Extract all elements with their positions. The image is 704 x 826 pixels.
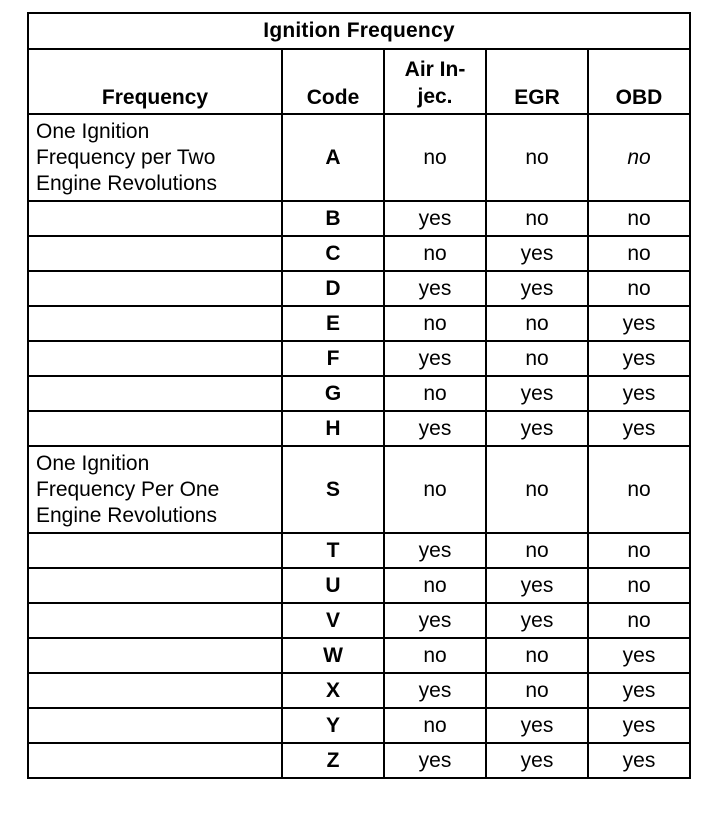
row-egr-cell: no xyxy=(486,638,588,673)
row-frequency-cell xyxy=(28,568,282,603)
row-egr-cell: yes xyxy=(486,376,588,411)
row-air-injection-cell: no xyxy=(384,306,486,341)
row-air-injection-cell: no xyxy=(384,236,486,271)
row-obd-cell: no xyxy=(588,533,690,568)
row-code-cell: D xyxy=(282,271,384,306)
row-frequency-cell xyxy=(28,603,282,638)
row-code-cell: B xyxy=(282,201,384,236)
table-row xyxy=(28,568,690,603)
row-egr-cell: yes xyxy=(486,568,588,603)
row-air-injection-cell: no xyxy=(384,114,486,201)
row-obd-cell: yes xyxy=(588,376,690,411)
row-egr-cell: yes xyxy=(486,411,588,446)
row-air-injection-cell: no xyxy=(384,708,486,743)
row-frequency-cell xyxy=(28,533,282,568)
row-egr-cell: no xyxy=(486,673,588,708)
row-code-cell: U xyxy=(282,568,384,603)
ignition-frequency-sheet xyxy=(27,12,689,779)
row-air-injection-cell: yes xyxy=(384,201,486,236)
row-air-injection-cell: yes xyxy=(384,533,486,568)
row-code-cell: T xyxy=(282,533,384,568)
row-frequency-cell xyxy=(28,743,282,778)
header-obd: OBD xyxy=(588,49,690,114)
row-obd-cell: yes xyxy=(588,673,690,708)
row-egr-cell: no xyxy=(486,201,588,236)
table-row xyxy=(28,411,690,446)
table-row xyxy=(28,708,690,743)
row-obd-cell: no xyxy=(588,236,690,271)
table-row xyxy=(28,376,690,411)
row-frequency-cell xyxy=(28,271,282,306)
row-air-injection-cell: yes xyxy=(384,411,486,446)
row-code-cell: Y xyxy=(282,708,384,743)
row-frequency-cell xyxy=(28,236,282,271)
row-obd-cell: no xyxy=(588,568,690,603)
table-row xyxy=(28,114,690,201)
row-air-injection-cell: yes xyxy=(384,271,486,306)
row-code-cell: H xyxy=(282,411,384,446)
table-row xyxy=(28,271,690,306)
row-obd-cell: no xyxy=(588,603,690,638)
row-egr-cell: no xyxy=(486,114,588,201)
row-frequency-cell xyxy=(28,673,282,708)
row-frequency-cell: One Ignition Frequency per Two Engine Revolutions xyxy=(28,114,282,201)
row-code-cell: A xyxy=(282,114,384,201)
row-egr-cell: no xyxy=(486,306,588,341)
row-frequency-cell xyxy=(28,708,282,743)
header-frequency: Frequency xyxy=(28,49,282,114)
row-obd-cell: no xyxy=(588,446,690,533)
table-row xyxy=(28,638,690,673)
header-code: Code xyxy=(282,49,384,114)
row-code-cell: G xyxy=(282,376,384,411)
row-air-injection-cell: yes xyxy=(384,341,486,376)
row-obd-cell: yes xyxy=(588,638,690,673)
table-row xyxy=(28,236,690,271)
table-body xyxy=(28,114,690,778)
table-row xyxy=(28,341,690,376)
row-obd-cell: yes xyxy=(588,341,690,376)
row-egr-cell: yes xyxy=(486,708,588,743)
row-code-cell: E xyxy=(282,306,384,341)
row-code-cell: Z xyxy=(282,743,384,778)
row-air-injection-cell: no xyxy=(384,568,486,603)
row-frequency-cell xyxy=(28,341,282,376)
row-egr-cell: no xyxy=(486,533,588,568)
header-air-injection xyxy=(384,49,486,114)
header-air-injection-text: Air In- jec. xyxy=(404,58,466,108)
table-row xyxy=(28,446,690,533)
row-air-injection-cell: no xyxy=(384,376,486,411)
row-code-cell: S xyxy=(282,446,384,533)
row-air-injection-cell: no xyxy=(384,638,486,673)
row-egr-cell: no xyxy=(486,341,588,376)
ignition-frequency-table xyxy=(27,12,691,779)
row-frequency-cell xyxy=(28,411,282,446)
row-obd-cell: no xyxy=(588,271,690,306)
table-row xyxy=(28,201,690,236)
table-row xyxy=(28,306,690,341)
row-obd-cell: no xyxy=(588,201,690,236)
row-frequency-cell: One Ignition Frequency Per One Engine Revolutions xyxy=(28,446,282,533)
table-title: Ignition Frequency xyxy=(28,13,690,49)
table-row xyxy=(28,673,690,708)
row-egr-cell: yes xyxy=(486,603,588,638)
row-egr-cell: yes xyxy=(486,743,588,778)
row-air-injection-cell: no xyxy=(384,446,486,533)
row-egr-cell: yes xyxy=(486,271,588,306)
row-frequency-cell xyxy=(28,376,282,411)
row-obd-cell: yes xyxy=(588,708,690,743)
row-air-injection-cell: yes xyxy=(384,603,486,638)
row-egr-cell: no xyxy=(486,446,588,533)
table-row xyxy=(28,603,690,638)
row-frequency-cell xyxy=(28,201,282,236)
row-code-cell: C xyxy=(282,236,384,271)
row-code-cell: V xyxy=(282,603,384,638)
header-egr: EGR xyxy=(486,49,588,114)
row-code-cell: F xyxy=(282,341,384,376)
row-egr-cell: yes xyxy=(486,236,588,271)
row-obd-cell: yes xyxy=(588,743,690,778)
row-frequency-cell xyxy=(28,306,282,341)
table-row xyxy=(28,743,690,778)
row-obd-cell: yes xyxy=(588,306,690,341)
row-obd-cell: yes xyxy=(588,411,690,446)
row-air-injection-cell: yes xyxy=(384,743,486,778)
row-code-cell: X xyxy=(282,673,384,708)
row-obd-cell: no xyxy=(588,114,690,201)
table-row xyxy=(28,533,690,568)
row-frequency-cell xyxy=(28,638,282,673)
row-air-injection-cell: yes xyxy=(384,673,486,708)
row-code-cell: W xyxy=(282,638,384,673)
